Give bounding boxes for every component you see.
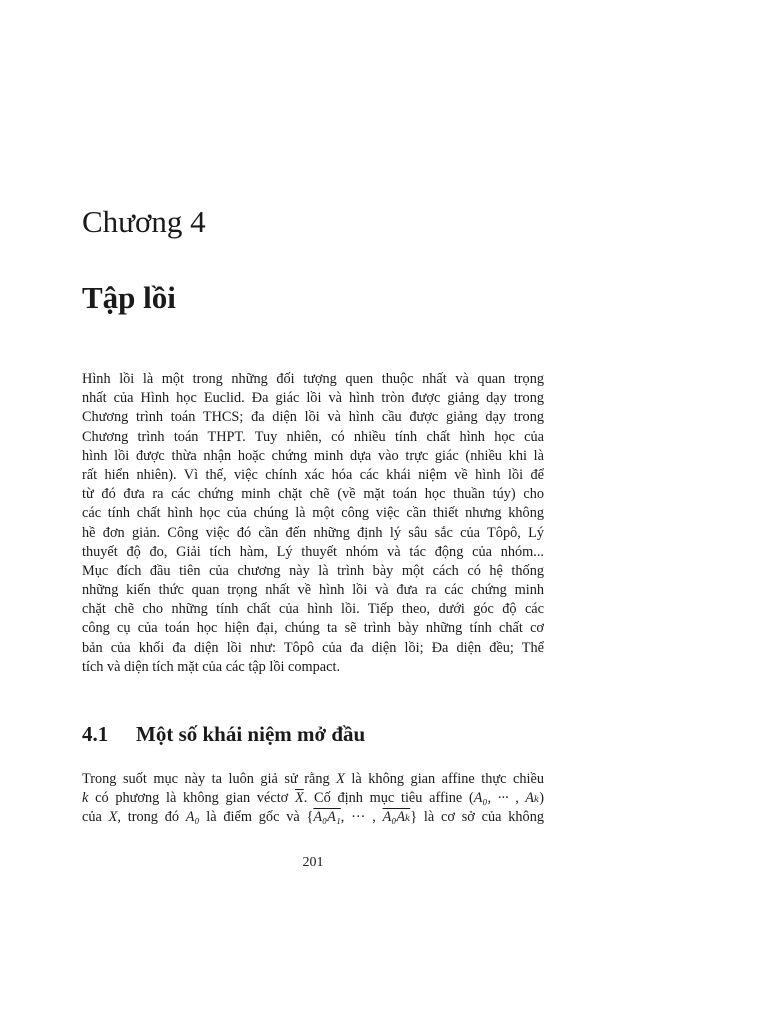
intro-line: thuyết độ đo, Giải tích hàm, Lý thuyết nhóm và tác động của nhóm... [82, 543, 544, 560]
section-heading [82, 718, 365, 750]
intro-line: Mục đích đầu tiên của chương này là trình bày một cách có hệ thống [82, 562, 544, 579]
section-body [82, 770, 544, 828]
intro-line: hình lồi được thừa nhận hoặc chứng minh dựa vào trực giác (nhiều khi là [82, 447, 544, 464]
body-line: k có phương là không gian véctơ $\overline{X}$. Cố định mục tiêu affine (A₀, ··· , Aₖ) [82, 790, 545, 807]
intro-line: bản của khối đa diện lồi như: Tôpô của đa diện lồi; Đa diện đều; Thể [82, 639, 544, 656]
intro-line: Hình lồi là một trong những đối tượng quen thuộc nhất và quan trọng [82, 371, 544, 387]
body-line: Trong suốt mục này ta luôn giả sử rằng X là không gian affine thực chiều [82, 771, 544, 787]
intro-line: những kiến thức quan trọng nhất về hình lồi và đưa ra các chứng minh [82, 582, 544, 599]
affine-frame: A₀, ··· , Aₖ [473, 790, 540, 807]
intro-line: công cụ của toán học hiện đại, chúng ta sẽ trình bày những tính chất cơ [82, 620, 544, 637]
intro-line: nhất của Hình học Euclid. Đa giác lồi và hình tròn được giảng dạy trong [82, 390, 544, 407]
intro-line: rất hiển nhiên). Vì thế, việc chính xác hóa các khái niệm về hình lồi để [82, 466, 544, 483]
chapter-label: Chương 4 [82, 204, 206, 239]
intro-line: từ đó đưa ra các chứng minh chặt chẽ (về mặt toán học thuần túy) cho [82, 486, 544, 503]
intro-line: chặt chẽ cho những tính chất của hình lồi. Tiếp theo, dưới góc độ các [82, 601, 544, 618]
intro-line: hề đơn giản. Công việc đó cần đến những định lý sâu sắc của Tôpô, Lý [82, 524, 544, 541]
intro-line: các tính chất hình học của chúng là một công việc cần thiết nhưng không [82, 505, 544, 522]
vector-a0ak: A₀Aₖ [382, 809, 411, 826]
chapter-title: Tập lồi [82, 280, 176, 315]
intro-paragraph [82, 370, 544, 677]
intro-line: Chương trình toán THCS; đa diện lồi và hình cầu được giảng dạy trong [82, 409, 544, 426]
vector-a0a1: A₀A₁ [313, 809, 341, 826]
body-line: của X, trong đó A₀ là điểm gốc và {A₀A₁, ··· , A₀Aₖ} là cơ sở của không [82, 809, 545, 826]
intro-line: Chương trình toán THPT. Tuy nhiên, có nhiều tính chất hình học của [82, 428, 544, 445]
section-title: Một số khái niệm mở đầu [136, 722, 366, 746]
intro-line: tích và diện tích mặt của các tập lồi compact. [82, 658, 341, 675]
section-number: 4.1 [82, 722, 109, 746]
page-number: 201 [302, 855, 324, 870]
vector-x: $\overline{X}$ [295, 790, 304, 807]
